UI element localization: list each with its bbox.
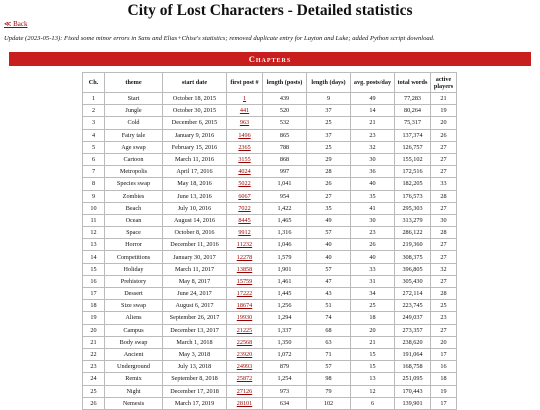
table-cell: 1,316	[263, 227, 307, 239]
table-cell: Species swap	[105, 178, 163, 190]
table-cell: July 10, 2016	[163, 202, 227, 214]
table-cell: 634	[263, 397, 307, 409]
table-cell: 20	[431, 117, 457, 129]
table-cell: 251,095	[395, 373, 431, 385]
table-cell: 13	[83, 239, 105, 251]
first-post-link[interactable]: 4024	[227, 166, 263, 178]
update-note: Update (2023-05-13): Fixed some minor errors in Sans and Elias+Chise's statistics; removed duplicate entry for Layton and Luke; added Python script download.	[4, 35, 435, 42]
chapters-table	[82, 72, 457, 410]
table-cell: 33	[431, 178, 457, 190]
first-post-link[interactable]: 22568	[227, 336, 263, 348]
first-post-link[interactable]: 7022	[227, 202, 263, 214]
column-header: length (days)	[307, 73, 351, 93]
table-cell: May 18, 2016	[163, 178, 227, 190]
table-cell: Age swap	[105, 141, 163, 153]
table-cell: 28	[431, 288, 457, 300]
table-row	[83, 105, 457, 117]
table-row	[83, 214, 457, 226]
table-cell: 16	[83, 275, 105, 287]
table-cell: 32	[431, 263, 457, 275]
table-row	[83, 239, 457, 251]
table-cell: 63	[307, 336, 351, 348]
table-cell: 17	[431, 348, 457, 360]
table-cell: 7	[83, 166, 105, 178]
table-cell: 1,445	[263, 288, 307, 300]
table-cell: 126,757	[395, 141, 431, 153]
table-row	[83, 288, 457, 300]
table-cell: May 3, 2018	[163, 348, 227, 360]
table-cell: 21	[351, 117, 395, 129]
table-cell: 238,620	[395, 336, 431, 348]
first-post-link[interactable]: 1496	[227, 129, 263, 141]
table-cell: June 24, 2017	[163, 288, 227, 300]
first-post-link[interactable]: 21225	[227, 324, 263, 336]
table-row	[83, 385, 457, 397]
table-cell: 6	[83, 153, 105, 165]
table-cell: 34	[351, 288, 395, 300]
table-cell: 23	[351, 227, 395, 239]
table-cell: 30	[351, 153, 395, 165]
table-cell: Competitions	[105, 251, 163, 263]
table-cell: 223,745	[395, 300, 431, 312]
table-cell: September 8, 2018	[163, 373, 227, 385]
table-cell: 865	[263, 129, 307, 141]
table-cell: 28	[307, 166, 351, 178]
table-cell: March 1, 2018	[163, 336, 227, 348]
table-cell: 1,465	[263, 214, 307, 226]
table-cell: 31	[351, 275, 395, 287]
table-cell: 973	[263, 385, 307, 397]
column-header: theme	[105, 73, 163, 93]
first-post-link[interactable]: 24993	[227, 361, 263, 373]
table-cell: 9	[83, 190, 105, 202]
table-row	[83, 117, 457, 129]
table-cell: 25	[431, 300, 457, 312]
first-post-link[interactable]: 19930	[227, 312, 263, 324]
column-header: avg. posts/day	[351, 73, 395, 93]
table-cell: 249,037	[395, 312, 431, 324]
table-cell: 57	[307, 263, 351, 275]
table-cell: 23	[431, 312, 457, 324]
table-cell: October 18, 2015	[163, 93, 227, 105]
table-row	[83, 166, 457, 178]
table-cell: 37	[307, 129, 351, 141]
table-cell: 182,205	[395, 178, 431, 190]
table-cell: August 14, 2016	[163, 214, 227, 226]
table-cell: 40	[307, 239, 351, 251]
table-cell: 439	[263, 93, 307, 105]
table-cell: 21	[351, 336, 395, 348]
table-cell: October 8, 2016	[163, 227, 227, 239]
table-cell: 26	[351, 239, 395, 251]
table-cell: 27	[431, 166, 457, 178]
table-cell: 1,254	[263, 373, 307, 385]
table-cell: January 30, 2017	[163, 251, 227, 263]
table-cell: 20	[431, 336, 457, 348]
table-cell: Horror	[105, 239, 163, 251]
table-cell: Holiday	[105, 263, 163, 275]
table-cell: December 13, 2017	[163, 324, 227, 336]
table-cell: 49	[351, 93, 395, 105]
table-cell: 74	[307, 312, 351, 324]
table-cell: 788	[263, 141, 307, 153]
table-cell: 49	[307, 214, 351, 226]
table-cell: Cold	[105, 117, 163, 129]
table-header-row	[83, 73, 457, 93]
table-cell: 27	[431, 251, 457, 263]
table-cell: Beach	[105, 202, 163, 214]
table-cell: 1,337	[263, 324, 307, 336]
table-cell: 75,317	[395, 117, 431, 129]
table-cell: 12	[83, 227, 105, 239]
table-row	[83, 190, 457, 202]
table-cell: 17	[431, 397, 457, 409]
table-cell: Remix	[105, 373, 163, 385]
table-cell: 396,805	[395, 263, 431, 275]
table-cell: 30	[431, 214, 457, 226]
table-cell: 25	[307, 141, 351, 153]
table-cell: Fairy tale	[105, 129, 163, 141]
table-cell: 27	[307, 190, 351, 202]
table-cell: 27	[431, 239, 457, 251]
table-cell: March 11, 2017	[163, 263, 227, 275]
table-cell: 41	[351, 202, 395, 214]
table-cell: Prehistory	[105, 275, 163, 287]
table-cell: 27	[431, 141, 457, 153]
table-cell: 21	[431, 93, 457, 105]
table-cell: 176,573	[395, 190, 431, 202]
table-row	[83, 397, 457, 409]
table-cell: 21	[83, 336, 105, 348]
table-cell: 273,357	[395, 324, 431, 336]
column-header: length (posts)	[263, 73, 307, 93]
table-cell: Space	[105, 227, 163, 239]
table-cell: 520	[263, 105, 307, 117]
table-cell: Campus	[105, 324, 163, 336]
table-cell: 17	[83, 288, 105, 300]
table-cell: 30	[351, 214, 395, 226]
first-post-link[interactable]: 13858	[227, 263, 263, 275]
table-cell: Night	[105, 385, 163, 397]
table-cell: 40	[351, 178, 395, 190]
table-cell: 1,579	[263, 251, 307, 263]
table-row	[83, 336, 457, 348]
table-cell: 272,114	[395, 288, 431, 300]
table-row	[83, 129, 457, 141]
table-cell: 25	[83, 385, 105, 397]
table-cell: 25	[351, 300, 395, 312]
table-cell: 27	[431, 153, 457, 165]
table-cell: 18	[351, 312, 395, 324]
table-cell: 37	[307, 105, 351, 117]
table-cell: 1,256	[263, 300, 307, 312]
table-row	[83, 251, 457, 263]
table-cell: 40	[307, 251, 351, 263]
table-cell: 954	[263, 190, 307, 202]
table-row	[83, 348, 457, 360]
first-post-link[interactable]: 25872	[227, 373, 263, 385]
column-header: active players	[431, 73, 457, 93]
table-cell: 1,294	[263, 312, 307, 324]
table-cell: 8	[83, 178, 105, 190]
table-cell: 191,064	[395, 348, 431, 360]
first-post-link[interactable]: 15759	[227, 275, 263, 287]
table-row	[83, 373, 457, 385]
table-cell: Start	[105, 93, 163, 105]
table-cell: Underground	[105, 361, 163, 373]
table-cell: 5	[83, 141, 105, 153]
table-cell: 11	[83, 214, 105, 226]
table-cell: December 11, 2016	[163, 239, 227, 251]
table-cell: 40	[351, 251, 395, 263]
table-cell: 51	[307, 300, 351, 312]
table-cell: 532	[263, 117, 307, 129]
first-post-link[interactable]: 17222	[227, 288, 263, 300]
table-cell: Cartoon	[105, 153, 163, 165]
table-cell: 77,283	[395, 93, 431, 105]
table-cell: 15	[351, 348, 395, 360]
table-cell: 18	[83, 300, 105, 312]
table-cell: 13	[351, 373, 395, 385]
first-post-link[interactable]: 28101	[227, 397, 263, 409]
table-cell: May 8, 2017	[163, 275, 227, 287]
table-cell: 27	[431, 202, 457, 214]
table-row	[83, 275, 457, 287]
table-cell: March 17, 2019	[163, 397, 227, 409]
table-cell: 219,360	[395, 239, 431, 251]
table-cell: January 9, 2016	[163, 129, 227, 141]
table-cell: 98	[307, 373, 351, 385]
table-cell: 35	[351, 190, 395, 202]
table-cell: Body swap	[105, 336, 163, 348]
first-post-link[interactable]: 23920	[227, 348, 263, 360]
table-cell: 1,046	[263, 239, 307, 251]
table-cell: 43	[307, 288, 351, 300]
table-row	[83, 324, 457, 336]
table-row	[83, 153, 457, 165]
table-cell: 26	[431, 129, 457, 141]
table-cell: 19	[83, 312, 105, 324]
table-cell: Aliens	[105, 312, 163, 324]
table-cell: 14	[83, 251, 105, 263]
table-cell: 28	[431, 190, 457, 202]
table-cell: 4	[83, 129, 105, 141]
table-cell: 71	[307, 348, 351, 360]
first-post-link[interactable]: 3155	[227, 153, 263, 165]
first-post-link[interactable]: 963	[227, 117, 263, 129]
table-cell: 102	[307, 397, 351, 409]
first-post-link[interactable]: 1	[227, 93, 263, 105]
table-cell: August 6, 2017	[163, 300, 227, 312]
table-cell: September 26, 2017	[163, 312, 227, 324]
table-cell: 19	[431, 385, 457, 397]
table-cell: 997	[263, 166, 307, 178]
column-header: start date	[163, 73, 227, 93]
table-cell: 305,430	[395, 275, 431, 287]
table-cell: 20	[351, 324, 395, 336]
table-cell: 33	[351, 263, 395, 275]
table-row	[83, 202, 457, 214]
table-cell: 1,350	[263, 336, 307, 348]
table-cell: March 11, 2016	[163, 153, 227, 165]
table-row	[83, 93, 457, 105]
table-cell: 286,122	[395, 227, 431, 239]
table-cell: 47	[307, 275, 351, 287]
table-row	[83, 312, 457, 324]
table-cell: 308,375	[395, 251, 431, 263]
column-header: first post #	[227, 73, 263, 93]
table-cell: 10	[83, 202, 105, 214]
table-cell: October 30, 2015	[163, 105, 227, 117]
table-cell: 879	[263, 361, 307, 373]
table-cell: Dessert	[105, 288, 163, 300]
table-cell: 27	[431, 275, 457, 287]
table-cell: 19	[431, 105, 457, 117]
first-post-link[interactable]: 11232	[227, 239, 263, 251]
table-cell: 15	[351, 361, 395, 373]
first-post-link[interactable]: 12278	[227, 251, 263, 263]
table-cell: 9	[307, 93, 351, 105]
table-cell: 23	[83, 361, 105, 373]
table-cell: Zombies	[105, 190, 163, 202]
table-cell: 36	[351, 166, 395, 178]
table-cell: 155,102	[395, 153, 431, 165]
table-row	[83, 141, 457, 153]
first-post-link[interactable]: 6067	[227, 190, 263, 202]
table-cell: 172,516	[395, 166, 431, 178]
table-cell: 57	[307, 361, 351, 373]
first-post-link[interactable]: 18674	[227, 300, 263, 312]
table-cell: 168,758	[395, 361, 431, 373]
table-cell: February 15, 2016	[163, 141, 227, 153]
table-row	[83, 178, 457, 190]
table-cell: 6	[351, 397, 395, 409]
table-row	[83, 361, 457, 373]
table-row	[83, 263, 457, 275]
table-cell: 12	[351, 385, 395, 397]
table-cell: 1,072	[263, 348, 307, 360]
table-cell: December 17, 2018	[163, 385, 227, 397]
table-cell: 25	[307, 117, 351, 129]
table-cell: 14	[351, 105, 395, 117]
back-link[interactable]: ≪ Back	[4, 20, 28, 28]
table-cell: 170,443	[395, 385, 431, 397]
table-cell: 35	[307, 202, 351, 214]
table-cell: Size swap	[105, 300, 163, 312]
table-cell: 29	[307, 153, 351, 165]
table-row	[83, 300, 457, 312]
table-cell: 313,279	[395, 214, 431, 226]
table-cell: 295,303	[395, 202, 431, 214]
table-cell: 18	[431, 373, 457, 385]
table-cell: 26	[83, 397, 105, 409]
column-header: total words	[395, 73, 431, 93]
table-cell: 139,901	[395, 397, 431, 409]
table-cell: 1,461	[263, 275, 307, 287]
table-cell: 2	[83, 105, 105, 117]
table-row	[83, 227, 457, 239]
table-cell: 20	[83, 324, 105, 336]
page-title: City of Lost Characters - Detailed statistics	[127, 2, 413, 19]
table-cell: 15	[83, 263, 105, 275]
table-cell: 28	[431, 227, 457, 239]
first-post-link[interactable]: 8445	[227, 214, 263, 226]
table-cell: July 13, 2018	[163, 361, 227, 373]
table-cell: December 6, 2015	[163, 117, 227, 129]
first-post-link[interactable]: 9912	[227, 227, 263, 239]
table-cell: 79	[307, 385, 351, 397]
table-cell: April 17, 2016	[163, 166, 227, 178]
table-cell: 1,901	[263, 263, 307, 275]
table-cell: 868	[263, 153, 307, 165]
table-cell: 80,264	[395, 105, 431, 117]
table-cell: 16	[431, 361, 457, 373]
chapters-heading: Chapters	[9, 52, 531, 66]
table-cell: Jungle	[105, 105, 163, 117]
table-cell: 57	[307, 227, 351, 239]
table-cell: 22	[83, 348, 105, 360]
first-post-link[interactable]: 441	[227, 105, 263, 117]
table-cell: June 13, 2016	[163, 190, 227, 202]
table-cell: 26	[307, 178, 351, 190]
first-post-link[interactable]: 2365	[227, 141, 263, 153]
first-post-link[interactable]: 27126	[227, 385, 263, 397]
table-cell: 27	[431, 324, 457, 336]
table-cell: Ancient	[105, 348, 163, 360]
table-cell: 1,422	[263, 202, 307, 214]
table-cell: 24	[83, 373, 105, 385]
table-cell: 1,041	[263, 178, 307, 190]
table-cell: Nemesis	[105, 397, 163, 409]
table-cell: 1	[83, 93, 105, 105]
table-cell: 23	[351, 129, 395, 141]
table-cell: Metropolis	[105, 166, 163, 178]
table-cell: 3	[83, 117, 105, 129]
first-post-link[interactable]: 5022	[227, 178, 263, 190]
column-header: Ch.	[83, 73, 105, 93]
table-cell: 137,374	[395, 129, 431, 141]
table-cell: 32	[351, 141, 395, 153]
table-cell: Ocean	[105, 214, 163, 226]
table-cell: 68	[307, 324, 351, 336]
